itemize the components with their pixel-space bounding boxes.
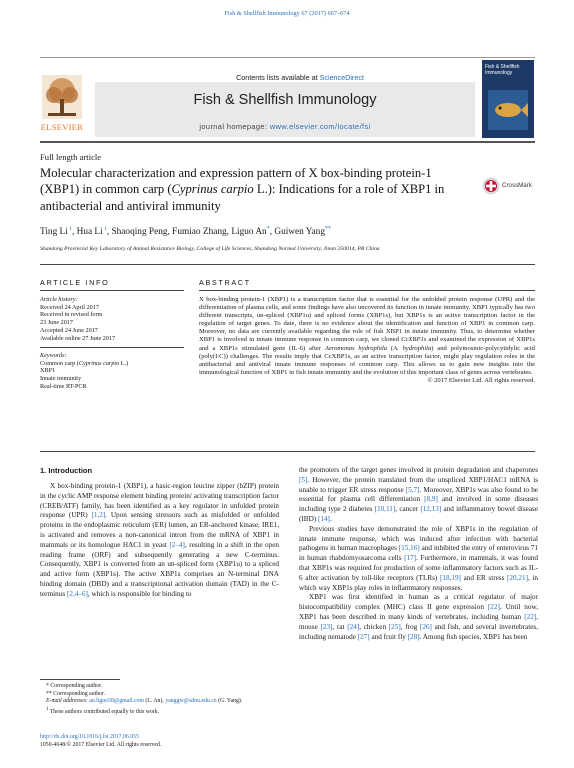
author-mark[interactable]: *: [266, 226, 270, 232]
running-head[interactable]: Fish & Shellfish Immunology 67 (2017) 667–674: [224, 10, 350, 17]
article-title: [40, 165, 460, 214]
abstract-text: ) and polyinosinic-polycytidylic acid (poly(I:C)) challenges. The results imply that CcXBP1s, as an active transcription factor, might play regulation roles in the antibacterial and antiviral innate immune responses of common carp. This allows us to gain new insights into the immunological function of XBP1 in fish innate immunity and the evolution of this important class of genes across vertebrates.: [199, 344, 535, 376]
abstract-text: X box-binding protein-1 (XBP1) is a transcription factor that is essential for the unfolded protein response (UPR) and the differentiation of plasma cells, and some findings have also uncovered its function in innate immunity. XBP1 typically has two different transcripts, un-spliced (XBP1u) and spliced forms (XBP1s), but XBP1s is an active transcription factor in the regulation of target genes. To date, there is no evidence about the identification and function of XBP1 in common carp. Moreover, no data are currently available regarding the role of fish XBP1 in innate immunity. Thus, to determine whether XBP1 is involved in innate immune response in common carp, we cloned: [199, 296, 535, 344]
footnote-corresponding-1: * Corresponding author.: [46, 683, 103, 689]
author-name: Guiwen Yang: [274, 227, 325, 238]
keyword-part: L.): [119, 359, 129, 367]
elsevier-logo[interactable]: [40, 73, 84, 135]
header-bottom-rule: [40, 141, 535, 143]
text: and fruit fly: [369, 632, 408, 641]
author-mark[interactable]: **: [324, 226, 331, 232]
title-part-1: Molecular characterization and expression pattern of X box-binding protein-1 (XBP1) in common carp (: [40, 166, 432, 197]
author-sep: ,: [269, 227, 275, 238]
homepage-prefix: journal homepage:: [199, 122, 270, 131]
keyword-part: Common carp (: [40, 359, 79, 367]
text: Previous studies have demonstrated the role of XBP1s in the regulation of innate immune response, which was induced after infection with bacterial pathogens in human macrophages: [299, 524, 538, 553]
author-name: Hua Li: [76, 227, 103, 238]
intro-paragraph: [40, 482, 279, 600]
text: , which is responsible for binding to: [87, 589, 192, 598]
footnotes: [40, 683, 280, 716]
text: . However, the protein translated from the unspliced XBP1/HAC1 mRNA is unable to trigger ER stress response: [299, 475, 538, 494]
history-item: Received 24 April 2017: [40, 303, 99, 311]
history-item: Available online 27 June 2017: [40, 334, 116, 342]
text: , frog: [400, 622, 420, 631]
author-name: Fumiao Zhang: [172, 227, 227, 238]
text: . Furthermore, in mammals, it was found that XBP1s was required for production of some inflammatory factors such as IL-6 after activation by toll-like receptors (TLRs): [299, 554, 538, 582]
text: . Until now, XBP1 has been described in many kinds of vertebrates, including human: [299, 603, 538, 621]
keyword-species: Cyprinus carpio: [78, 359, 120, 367]
article-type: Full length article: [40, 152, 102, 162]
history-item: 23 June 2017: [40, 319, 73, 327]
keyword: [40, 360, 190, 368]
crossmark-icon: [482, 177, 500, 195]
email-label: E-mail addresses:: [46, 698, 90, 705]
author[interactable]: [77, 227, 107, 237]
text: . Upon sensing stressors such as misfolded or unfolded proteins in the endoplasmic reticulum (ER) lumen, an ER-anchored kinase, IRE1, is activated and removes a non-canonical intron from the mRNA of XBP1 in mammals or its homologue HAC1 in yeast: [40, 511, 279, 549]
citation-link[interactable]: [8,9]: [424, 495, 438, 504]
homepage-link[interactable]: www.elsevier.com/locate/fsi: [269, 122, 371, 131]
page-footer: [40, 734, 340, 750]
citation-link[interactable]: [28]: [407, 632, 420, 641]
journal-homepage: [95, 122, 475, 131]
doi-link[interactable]: http://dx.doi.org/10.1016/j.fsi.2017.06.055: [40, 734, 139, 740]
citation-link[interactable]: [25]: [388, 622, 401, 631]
citation-link[interactable]: [15,16]: [398, 544, 420, 553]
citation-link[interactable]: [5,7]: [405, 485, 420, 494]
footnote-rule: [40, 679, 120, 680]
keywords-block: [40, 352, 190, 391]
author-mark[interactable]: 1: [102, 226, 107, 232]
keyword: Innate immunity: [40, 375, 82, 383]
journal-cover[interactable]: [482, 60, 534, 138]
email-link[interactable]: yanggw@sdnu.edu.cn: [165, 698, 217, 705]
text: X box-binding protein-1 (XBP1), a basic-region leucine zipper (bZIP) protein in the cyclic AMP response element binding protein/ activating transcription factor (CREB/ATF) family, has been identified as a key regulator in unfolded protein response (UPR): [40, 482, 279, 520]
text: and inflammatory bowel disease (IBD): [299, 505, 539, 523]
citation-link[interactable]: [10,11]: [374, 505, 396, 514]
footnote-emails: [40, 698, 280, 706]
journal-name: Fish & Shellfish Immunology: [193, 92, 377, 108]
footnote-equal-contribution: [40, 706, 280, 717]
author-name: Ting Li: [40, 227, 68, 238]
email-owner: (G. Yang).: [216, 698, 243, 705]
citation-link[interactable]: [22]: [524, 612, 537, 621]
author[interactable]: [231, 227, 269, 237]
text: and involved in some diseases including type 2 diabetes: [299, 495, 538, 514]
author-name: Shaoqing Peng: [111, 227, 168, 238]
citation-link[interactable]: [27]: [357, 632, 370, 641]
citation-link[interactable]: [20,21]: [507, 573, 528, 582]
abstract-pathogen: Aeromonas hydrophila: [324, 344, 388, 352]
article-info-heading: ARTICLE INFO: [40, 278, 110, 287]
text: and ER stress: [460, 573, 507, 582]
cover-fish-image-icon: [488, 90, 528, 130]
author-sep: ,: [106, 227, 112, 238]
text: , in which way XBP1s play roles in inflammatory responses.: [299, 573, 538, 592]
email-link[interactable]: an.liguo58@gmail.com: [89, 698, 144, 705]
author-sep: ,: [71, 227, 77, 238]
publisher-name: ELSEVIER: [40, 122, 84, 132]
keyword: Real-time RT-PCR: [40, 382, 87, 390]
keyword: XBP1: [40, 367, 56, 375]
author[interactable]: [172, 227, 226, 237]
intro-paragraph: [299, 525, 538, 594]
text: and fish, and several invertebrates, including nematode: [299, 622, 538, 641]
citation-link[interactable]: [24]: [347, 622, 360, 631]
keywords-rule: [40, 347, 184, 348]
author-mark[interactable]: 1: [67, 226, 72, 232]
body-left-column: [40, 482, 279, 600]
history-item: Accepted 24 June 2017: [40, 326, 98, 334]
text: the promoters of the target genes involved in protein degradation and chaperones: [299, 466, 538, 474]
footnote-mark: 1: [46, 706, 49, 712]
abstract-text: and examined the expression of XBP1s and a XBP1s stimulated gene (IL-6) after: [199, 336, 535, 352]
abstract-body: [199, 296, 535, 385]
author-list: [40, 226, 331, 237]
abstract-text: (: [387, 344, 394, 352]
footnote-text: These authors contributed equally to this work.: [48, 708, 160, 715]
title-part-2: L.): Indications for a role of XBP1 in antibacterial and antiviral immunity: [40, 182, 445, 213]
author[interactable]: [274, 227, 331, 237]
intro-paragraph: [299, 466, 538, 525]
abstract-copyright: © 2017 Elsevier Ltd. All rights reserved.: [427, 376, 535, 384]
header-top-rule: [40, 57, 535, 58]
cover-title: Fish & Shellfish Immunology: [485, 64, 520, 76]
abstract-gene: CcXBP1s: [401, 336, 427, 344]
citation-link[interactable]: [26]: [419, 622, 432, 631]
text: , chicken: [359, 622, 389, 631]
article-info-rule: [40, 290, 184, 291]
history-item: Received in revised form: [40, 311, 103, 319]
intro-paragraph: [299, 593, 538, 642]
email-owner: (L. An),: [143, 698, 166, 705]
text: . Moreover, XBP1s was also found to be essential for plasma cell differentiation: [299, 485, 538, 504]
citation-link[interactable]: [1,2]: [91, 511, 106, 520]
citation-link[interactable]: [22]: [487, 603, 500, 612]
author[interactable]: [111, 227, 167, 237]
abstract-heading: ABSTRACT: [199, 278, 251, 287]
abstract-rule: [199, 290, 535, 291]
contents-line: [130, 73, 470, 82]
text: .: [329, 514, 332, 523]
section-top-rule: [40, 264, 535, 265]
citation-link[interactable]: [5]: [299, 475, 308, 484]
crossmark-label: CrossMark: [502, 182, 532, 189]
text: and inhibited the entry of enterovirus 71 in human rhabdomyosarcoma cells: [299, 544, 538, 563]
text: , cancer: [395, 505, 421, 514]
author-sep: ,: [167, 227, 173, 238]
text: XBP1 was first identified in human as a critical regulator of major histocompatibility complex (MHC) class II gene expression: [299, 593, 538, 612]
issn-line: 1050-4648/© 2017 Elsevier Ltd. All rights reserved.: [40, 741, 162, 748]
abstract-pathogen-abbr: A. hydrophila: [393, 344, 432, 352]
body-right-column: [299, 466, 538, 642]
contents-prefix: Contents lists available at: [236, 73, 320, 82]
author-name: Liguo An: [231, 227, 267, 238]
author-sep: ,: [226, 227, 232, 238]
history-label: Article history:: [40, 296, 78, 303]
citation-link[interactable]: [2–4]: [169, 540, 185, 549]
sciencedirect-link[interactable]: ScienceDirect: [319, 73, 364, 82]
citation-link[interactable]: [18,19]: [439, 573, 461, 582]
citation-link[interactable]: [2,4–6]: [66, 589, 88, 598]
article-history: [40, 296, 190, 342]
citation-link[interactable]: [17]: [404, 554, 417, 563]
intro-heading: 1. Introduction: [40, 466, 93, 475]
text: , mouse: [299, 612, 538, 631]
author[interactable]: [40, 227, 72, 237]
citation-link[interactable]: [23]: [320, 622, 333, 631]
keywords-label: Keywords:: [40, 352, 67, 359]
abstract-bottom-rule: [40, 451, 535, 452]
text: . Among fish species, XBP1 has been: [419, 632, 528, 641]
citation-link[interactable]: [12,13]: [420, 505, 442, 514]
footnote-corresponding-2: ** Corresponding author.: [46, 690, 106, 697]
text: , resulting in a shift in the open reading frame (ORF) and subsequently generating a new C-terminus. Consequently, XBP1 is converted from an un-spliced form (XBP1u) to a spliced and active form (XBP1s). The active XBP1s comprises an N-terminal DNA binding domain (DBD) and a transcriptional activation domain (TAD) in the C-terminus: [40, 540, 279, 598]
citation-link[interactable]: [14]: [317, 514, 330, 523]
crossmark-badge[interactable]: [482, 176, 537, 196]
affiliation: Shandong Provincial Key Laboratory of Animal Resistance Biology, College of Life Sciences, Shandong Normal University, Jinan 250014, PR China: [40, 246, 380, 252]
text: , rat: [332, 622, 348, 631]
title-species: Cyprinus carpio: [171, 182, 254, 197]
